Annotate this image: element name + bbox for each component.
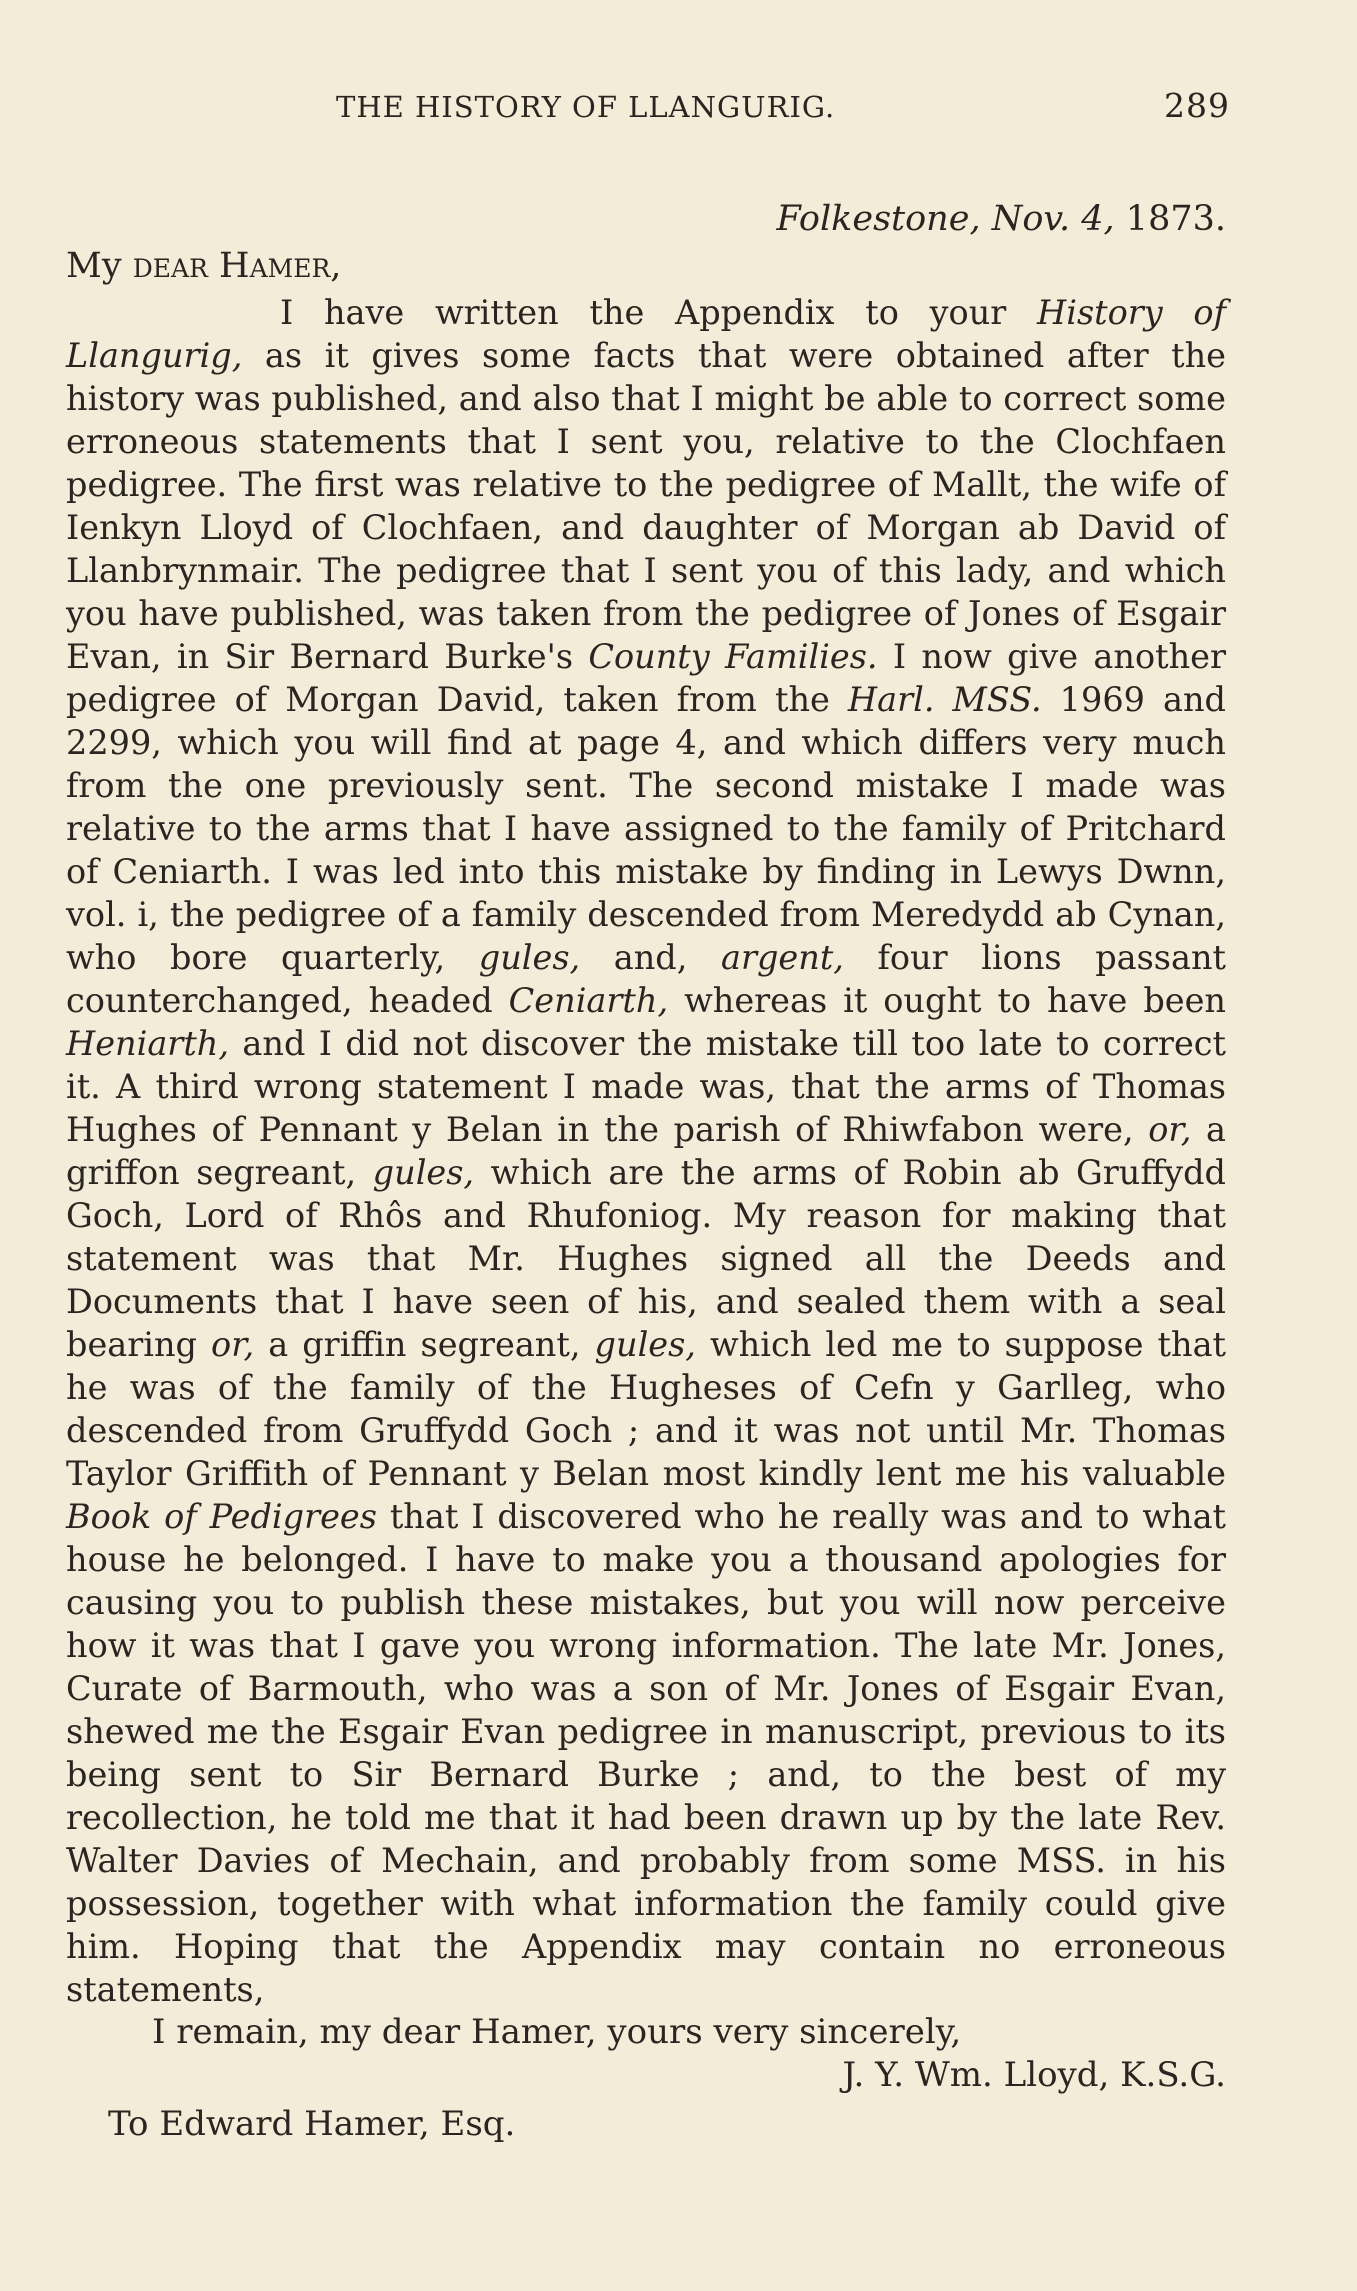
italic-run: or, [211, 1325, 255, 1365]
text-run: a griffin segreant, [254, 1325, 595, 1365]
salutation-word: Hamer, [219, 245, 342, 286]
italic-run: Heniarth, [66, 1024, 230, 1064]
text-run: a griffon segreant, [66, 1110, 1226, 1193]
italic-run: argent, [720, 938, 844, 978]
salutation-text [66, 246, 341, 286]
italic-run: Harl. MSS. [847, 680, 1042, 720]
text-run: which are the arms of Robin ab Gruffydd Goch, Lord of Rhôs and Rhufoniog. My reason for making that statement was that Mr. Hughes signed all the Deeds and Documents that I have seen of his, and sealed them with a seal bearing [66, 1153, 1227, 1365]
italic-run: Ceniarth, [508, 981, 669, 1021]
running-head-title: THE HISTORY OF LLANGURIG. [336, 90, 836, 124]
book-page [66, 82, 1230, 2146]
italic-run: gules, [478, 938, 581, 978]
page-number: 289 [1164, 86, 1230, 125]
body-paragraph [66, 291, 1226, 2011]
letter-signature: J. Y. Wm. Lloyd, K.S.G. [842, 2055, 1226, 2096]
text-run: and, [580, 938, 721, 978]
salutation-word: My [66, 245, 133, 286]
text-run: that I discovered who he really was and to what house he belonged. I have to make you a thousand apologies for causing you to publish these mistakes, but you will now perceive how it was that I gave you wrong information. The late Mr. Jones, Curate of Barmouth, who was a son of Mr. Jones of Esgair Evan, shewed me the Esgair Evan pedigree in manuscript, previous to its being sent to Sir Bernard Burke ; and, to the best of my recollection, he told me that it had been drawn up by the late Rev. Walter Davies of Mechain, and probably from some MSS. in his possession, together with what information the family could give him. Hoping that the Appendix may contain no erroneous statements, [66, 1497, 1226, 2010]
date-year: 1873. [1125, 199, 1226, 239]
letter-salutation [66, 245, 1226, 288]
italic-run: or, [1148, 1110, 1192, 1150]
italic-run: gules, [594, 1325, 696, 1365]
letter-body [66, 291, 1226, 2011]
italic-run: Book of Pedigrees [66, 1497, 377, 1537]
italic-run: County Families. [588, 637, 878, 677]
text-run: which led me to suppose that he was of the family of the Hugheses of Cefn y Garlleg, who descended from Gruffydd Goch ; and it was not until Mr. Thomas Taylor Griffith of Pennant y Belan most kindly lent me his valuable [66, 1325, 1227, 1494]
running-head [66, 82, 1230, 142]
letter-addressee: To Edward Hamer, Esq. [108, 2104, 516, 2145]
text-run: four lions passant counterchanged, headed [66, 938, 1227, 1021]
italic-run: History of Llangurig, [66, 293, 1226, 376]
salutation-word: dear [132, 245, 220, 286]
text-run: 1969 and 2299, which you will find at page 4, and which differs very much from the one previously sent. The second mistake I made was relative to the arms that I have assigned to the family of Pritchard of Ceniarth. I was led into this mistake by finding in Lewys Dwnn, vol. i, the pedigree of a family descended from Meredydd ab Cynan, who bore quarterly, [66, 680, 1226, 978]
letter-dateline [66, 198, 1226, 241]
italic-run: gules, [372, 1153, 475, 1193]
text-run: I now give another pedigree of Morgan David, taken from the [66, 637, 1226, 720]
text-run: I have written the Appendix to your [280, 293, 1038, 333]
text-run: and I did not discover the mistake till too late to correct it. A third wrong statement I made was, that the arms of Thomas Hughes of Pennant y Belan in the parish of Rhiwfabon were, [66, 1024, 1226, 1150]
text-run: whereas it ought to have been [668, 981, 1226, 1021]
letter-closing: I remain, my dear Hamer, yours very sincerely, [152, 2012, 962, 2053]
place-date: Folkestone, Nov. 4, [776, 199, 1115, 239]
text-run: as it gives some facts that were obtained after the history was published, and also that I might be able to correct some erroneous statements that I sent you, relative to the Clochfaen pedigree. The first was relative to the pedigree of Mallt, the wife of Ienkyn Lloyd of Clochfaen, and daughter of Morgan ab David of Llanbrynmair. The pedigree that I sent you of this lady, and which you have published, was taken from the pedigree of Jones of Esgair Evan, in Sir Bernard Burke's [66, 336, 1226, 677]
